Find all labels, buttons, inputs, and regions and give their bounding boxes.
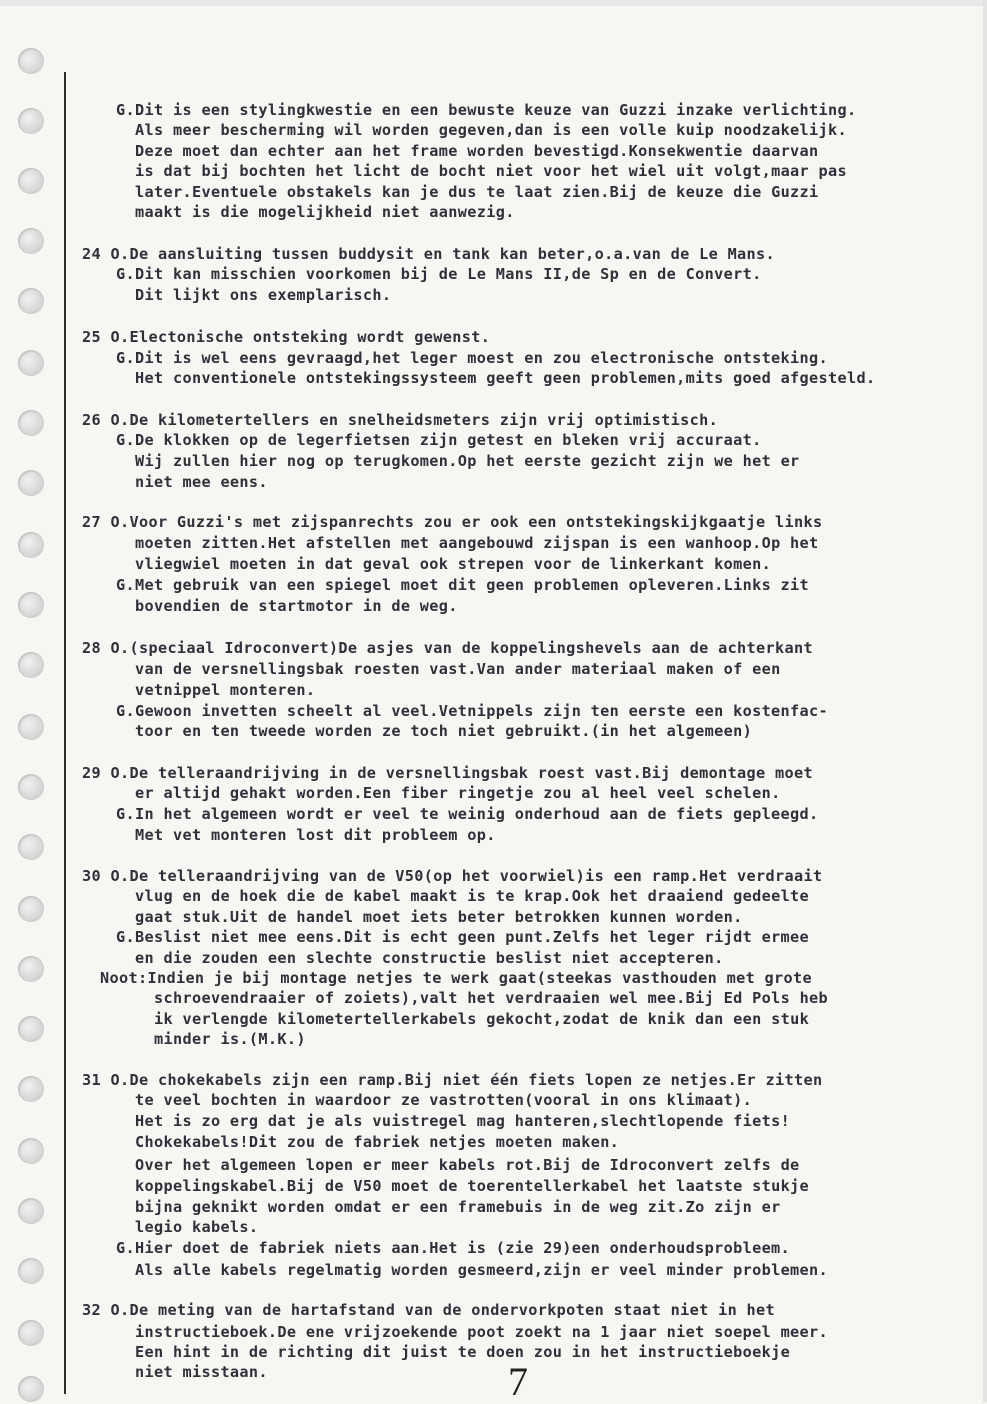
text-line: G.Beslist niet mee eens.Dit is echt geen punt.Zelfs het leger rijdt ermee xyxy=(116,928,810,946)
text-line: Dit lijkt ons exemplarisch. xyxy=(135,286,392,304)
text-line: G.Dit is wel eens gevraagd,het leger moest en zou electronische ontsteking. xyxy=(116,349,829,367)
text-line: G.De klokken op de legerfietsen zijn getest en bleken vrij accuraat. xyxy=(116,431,762,449)
text-line: Als meer bescherming wil worden gegeven,dan is een volle kuip noodzakelijk. xyxy=(135,121,848,139)
text-line: moeten zitten.Het afstellen met aangebouwd zijspan is een wanhoop.Op het xyxy=(135,534,819,552)
text-line: later.Eventuele obstakels kan je dus te laat zien.Bij de keuze die Guzzi xyxy=(135,183,819,201)
text-line: niet misstaan. xyxy=(135,1363,268,1381)
text-line: 28 O.(speciaal Idroconvert)De asjes van de koppelingshevels aan de achterkant xyxy=(82,639,814,657)
text-line: vliegwiel moeten in dat geval ook strepen voor de linkerkant komen. xyxy=(135,555,772,573)
text-line: G.Dit is een stylingkwestie en een bewuste keuze van Guzzi inzake verlichting. xyxy=(116,101,857,119)
text-line: bijna geknikt worden omdat er een framebuis in de weg zit.Zo zijn er xyxy=(135,1198,781,1216)
text-line: toor en ten tweede worden ze toch niet gebruikt.(in het algemeen) xyxy=(135,722,753,740)
text-line: is dat bij bochten het licht de bocht niet voor het wiel uit volgt,maar pas xyxy=(135,162,848,180)
text-line: vetnippel monteren. xyxy=(135,681,316,699)
text-line: 29 O.De telleraandrijving in de versnellingsbak roest vast.Bij demontage moet xyxy=(82,764,814,782)
text-line: en die zouden een slechte constructie beslist niet accepteren. xyxy=(135,949,724,967)
text-line: Noot:Indien je bij montage netjes te werk gaat(steekas vasthouden met grote xyxy=(100,969,813,987)
text-line: koppelingskabel.Bij de V50 moet de toerentellerkabel het laatste stukje xyxy=(135,1177,810,1195)
text-line: te veel bochten in waardoor ze vastrotten(vooral in ons klimaat). xyxy=(135,1091,753,1109)
text-line: gaat stuk.Uit de handel moet iets beter betrokken kunnen worden. xyxy=(135,908,743,926)
text-line: G.Hier doet de fabriek niets aan.Het is (zie 29)een onderhoudsprobleem. xyxy=(116,1239,791,1257)
text-line: Over het algemeen lopen er meer kabels rot.Bij de Idroconvert zelfs de xyxy=(135,1156,800,1174)
text-line: 26 O.De kilometertellers en snelheidsmeters zijn vrij optimistisch. xyxy=(82,411,719,429)
text-line: niet mee eens. xyxy=(135,473,268,491)
text-line: Een hint in de richting dit juist te doen zou in het instructieboekje xyxy=(135,1343,791,1361)
text-line: G.Gewoon invetten scheelt al veel.Vetnippels zijn ten eerste een kostenfac- xyxy=(116,702,829,720)
text-line: er altijd gehakt worden.Een fiber ringetje zou al heel veel schelen. xyxy=(135,784,781,802)
text-line: 25 O.Electonische ontsteking wordt gewenst. xyxy=(82,328,491,346)
text-line: Wij zullen hier nog op terugkomen.Op het eerste gezicht zijn we het er xyxy=(135,452,800,470)
page-number: 7 xyxy=(508,1359,528,1404)
text-line: 27 O.Voor Guzzi's met zijspanrechts zou er ook een ontstekingskijkgaatje links xyxy=(82,513,823,531)
text-line: Het is zo erg dat je als vuistregel mag hanteren,slechtlopende fiets! xyxy=(135,1112,791,1130)
text-line: Chokekabels!Dit zou de fabriek netjes moeten maken. xyxy=(135,1133,620,1151)
text-line: 32 O.De meting van de hartafstand van de ondervorkpoten staat niet in het xyxy=(82,1301,776,1319)
text-line: vlug en de hoek die de kabel maakt is te krap.Ook het draaiend gedeelte xyxy=(135,887,810,905)
text-line: ik verlengde kilometertellerkabels gekocht,zodat de knik dan een stuk xyxy=(154,1010,810,1028)
text-line: schroevendraaier of zoiets),valt het verdraaien wel mee.Bij Ed Pols heb xyxy=(154,989,829,1007)
text-line: legio kabels. xyxy=(135,1218,259,1236)
text-line: minder is.(M.K.) xyxy=(154,1030,306,1048)
text-line: 30 O.De telleraandrijving van de V50(op het voorwiel)is een ramp.Het verdraait xyxy=(82,867,823,885)
text-line: Als alle kabels regelmatig worden gesmeerd,zijn er veel minder problemen. xyxy=(135,1261,829,1279)
text-line: Deze moet dan echter aan het frame worden bevestigd.Konsekwentie daarvan xyxy=(135,142,819,160)
text-line: G.Dit kan misschien voorkomen bij de Le Mans II,de Sp en de Convert. xyxy=(116,265,762,283)
text-line: G.Met gebruik van een spiegel moet dit geen problemen opleveren.Links zit xyxy=(116,576,810,594)
text-line: instructieboek.De ene vrijzoekende poot zoekt na 1 jaar niet soepel meer. xyxy=(135,1323,829,1341)
text-line: 24 O.De aansluiting tussen buddysit en tank kan beter,o.a.van de Le Mans. xyxy=(82,245,776,263)
text-line: 31 O.De chokekabels zijn een ramp.Bij niet één fiets lopen ze netjes.Er zitten xyxy=(82,1071,823,1089)
text-line: van de versnellingsbak roesten vast.Van ander materiaal maken of een xyxy=(135,660,781,678)
text-line: G.In het algemeen wordt er veel te weinig onderhoud aan de fiets gepleegd. xyxy=(116,805,819,823)
text-line: maakt is die mogelijkheid niet aanwezig. xyxy=(135,203,515,221)
text-line: Met vet monteren lost dit probleem op. xyxy=(135,826,496,844)
text-line: Het conventionele ontstekingssysteem geeft geen problemen,mits goed afgesteld. xyxy=(135,369,876,387)
text-line: bovendien de startmotor in de weg. xyxy=(135,597,458,615)
